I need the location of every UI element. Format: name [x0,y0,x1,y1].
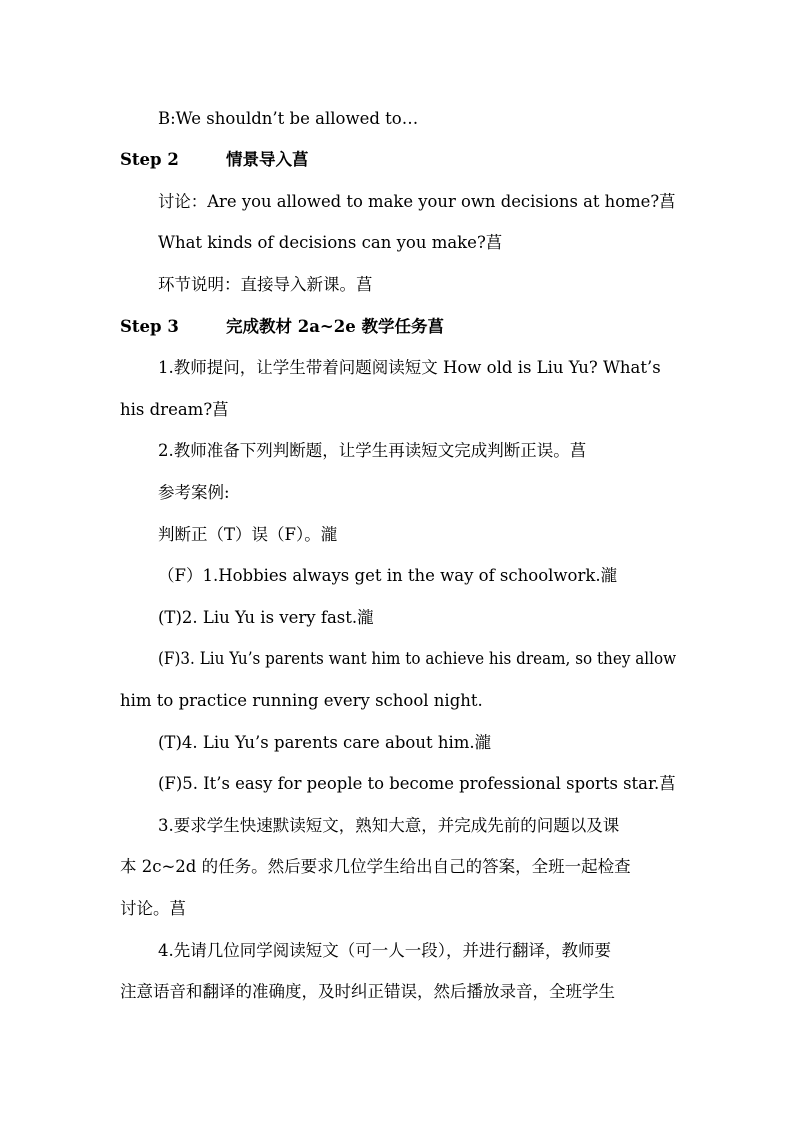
section-note: 环节说明：直接导入新课。菖 [158,275,373,294]
task-4-line-2: 注意语音和翻译的准确度，及时纠正错误，然后播放录音，全班学生 [120,982,615,1001]
task-4-line-1: 4.先请几位同学阅读短文（可一人一段），并进行翻译，教师要 [158,941,611,960]
step-3-label: Step 3 [120,317,179,336]
task-1-line-1: 1.教师提问，让学生带着问题阅读短文 How old is Liu Yu? What’s [158,358,661,377]
discussion-question-2: What kinds of decisions can you make?菖 [158,233,503,252]
statement-3-line-1: (F)3. Liu Yu’s parents want him to achieve his dream, so they allow [158,649,677,668]
task-2-line: 2.教师准备下列判断题，让学生再读短文完成判断正误。菖 [158,441,587,460]
dialogue-line-b: B:We shouldn’t be allowed to… [158,109,419,128]
statement-1: （F）1.Hobbies always get in the way of schoolwork.瀧 [158,566,618,585]
reference-example-label: 参考案例: [158,483,230,502]
statement-3-line-2: him to practice running every school night. [120,691,483,710]
step-3-title: 完成教材 2a~2e 教学任务菖 [226,317,444,336]
task-1-line-2: his dream?菖 [120,400,229,419]
statement-4: (T)4. Liu Yu’s parents care about him.瀧 [158,733,492,752]
step-3-heading [120,316,444,338]
task-3-line-1: 3.要求学生快速默读短文，熟知大意，并完成先前的问题以及课 [158,816,620,835]
statement-5: (F)5. It’s easy for people to become professional sports star.菖 [158,774,676,793]
step-2-heading [120,149,309,171]
step-2-title: 情景导入菖 [226,150,309,169]
true-false-instruction: 判断正（T）误（F）。瀧 [158,525,338,544]
statement-2: (T)2. Liu Yu is very fast.瀧 [158,608,374,627]
task-3-line-3: 讨论。菖 [120,899,186,918]
discussion-question-1: 讨论：Are you allowed to make your own decisions at home?菖 [158,192,676,211]
task-3-line-2: 本 2c~2d 的任务。然后要求几位学生给出自己的答案，全班一起检查 [120,857,631,876]
step-2-label: Step 2 [120,150,179,169]
